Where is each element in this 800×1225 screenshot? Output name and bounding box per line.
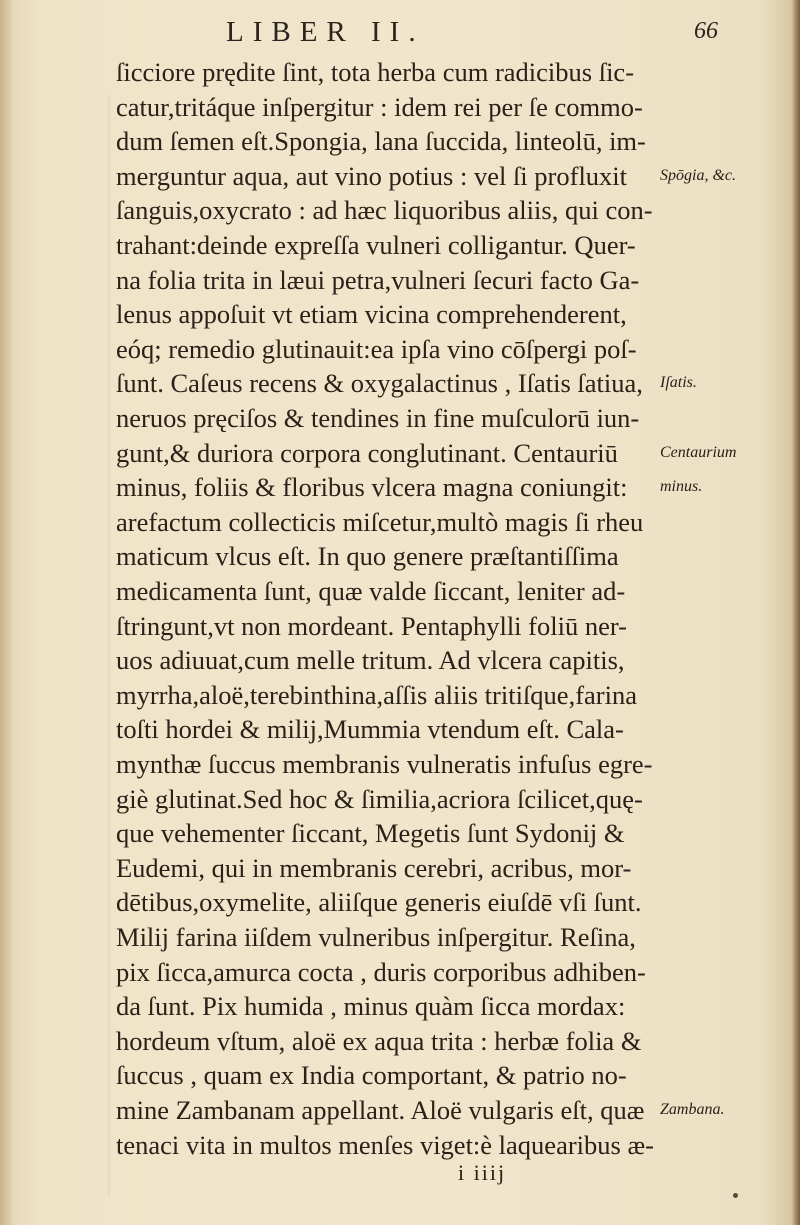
- text-line: hordeum vſtum, aloë ex aqua trita : herbæ folia &: [116, 1025, 642, 1056]
- text-line: uos adiuuat,cum melle tritum. Ad vlcera capitis,: [116, 645, 625, 676]
- binding-shadow: [0, 0, 14, 1225]
- text-line: que vehementer ſiccant, Megetis ſunt Sydonij &: [116, 818, 625, 849]
- margin-note: Spōgia, &c.: [660, 166, 736, 184]
- text-line: pix ſicca,amurca cocta , duris corporibus adhiben-: [116, 956, 646, 987]
- text-line: da ſunt. Pix humida , minus quàm ſicca mordax:: [116, 991, 626, 1022]
- margin-note: Iſatis.: [660, 374, 697, 392]
- text-line: myrrha,aloë,terebinthina,aſſis aliis tritiſque,farina: [116, 679, 637, 710]
- text-line: catur,tritáque inſpergitur : idem rei per ſe commo-: [116, 91, 643, 122]
- running-header: [0, 16, 800, 56]
- text-line: toſti hordei & milij,Mummia vtendum eſt. Cala-: [116, 714, 624, 745]
- text-line: maticum vlcus eſt. In quo genere præſtantiſſima: [116, 541, 619, 572]
- text-line: neruos pręciſos & tendines in fine muſculorū iun-: [116, 403, 640, 433]
- text-line: dētibus,oxymelite, aliiſque generis eiuſdē vſi ſunt.: [116, 887, 642, 918]
- text-line: mine Zambanam appellant. Aloë vulgaris eſt, quæ: [116, 1095, 645, 1125]
- margin-note: Zambana.: [660, 1101, 725, 1118]
- text-line: Milij farina iiſdem vulneribus inſpergitur. Reſina,: [116, 922, 636, 952]
- text-line: arefactum collecticis miſcetur,multò magis ſi rheu: [116, 506, 644, 537]
- text-line: na folia trita in læui petra,vulneri ſecuri facto Ga-: [116, 264, 640, 295]
- running-title: LIBER II.: [226, 16, 425, 48]
- page-edge: [792, 0, 800, 1225]
- text-line: medicamenta ſunt, quæ valde ſiccant, leniter ad-: [116, 576, 626, 606]
- text-line: trahant:deinde expreſſa vulneri colligantur. Quer-: [116, 230, 636, 260]
- text-line: mynthæ ſuccus membranis vulneratis infuſus egre-: [116, 749, 653, 779]
- text-line: tenaci vita in multos menſes viget:è laquearibus æ-: [116, 1129, 654, 1160]
- text-line: ſtringunt,vt non mordeant. Pentaphylli foliū ner-: [116, 610, 627, 641]
- text-line: giè glutinat.Sed hoc & ſimilia,acriora ſcilicet,quę-: [116, 783, 643, 814]
- text-line: ſunt. Caſeus recens & oxygalactinus , Iſatis ſatiua,: [116, 368, 643, 399]
- text-line: Eudemi, qui in membranis cerebri, acribus, mor-: [116, 852, 632, 883]
- ink-speck: [733, 1193, 738, 1198]
- text-line: merguntur aqua, aut vino potius : vel ſi profluxit: [116, 160, 628, 191]
- signature-mark: i iiij: [458, 1160, 507, 1185]
- text-line: dum ſemen eſt.Spongia, lana ſuccida, linteolū, im-: [116, 126, 646, 157]
- text-line: ſuccus , quam ex India comportant, & patrio no-: [116, 1060, 627, 1091]
- folio-number: 66: [694, 18, 718, 44]
- margin-note: minus.: [660, 478, 703, 496]
- text-line: lenus appoſuit vt etiam vicina comprehenderent,: [116, 299, 627, 330]
- text-line: ſanguis,oxycrato : ad hæc liquoribus aliis, qui con-: [116, 195, 653, 226]
- text-line: minus, foliis & floribus vlcera magna coniungit:: [116, 472, 628, 503]
- text-line: eóq; remedio glutinauit:ea ipſa vino cōſpergi poſ-: [116, 333, 637, 364]
- margin-note: Centaurium: [660, 443, 737, 461]
- text-line: gunt,& duriora corpora conglutinant. Centauriū: [116, 437, 618, 468]
- text-margin-rule: [108, 95, 110, 1195]
- text-line: ſicciore prędite ſint, tota herba cum radicibus ſic-: [116, 57, 635, 87]
